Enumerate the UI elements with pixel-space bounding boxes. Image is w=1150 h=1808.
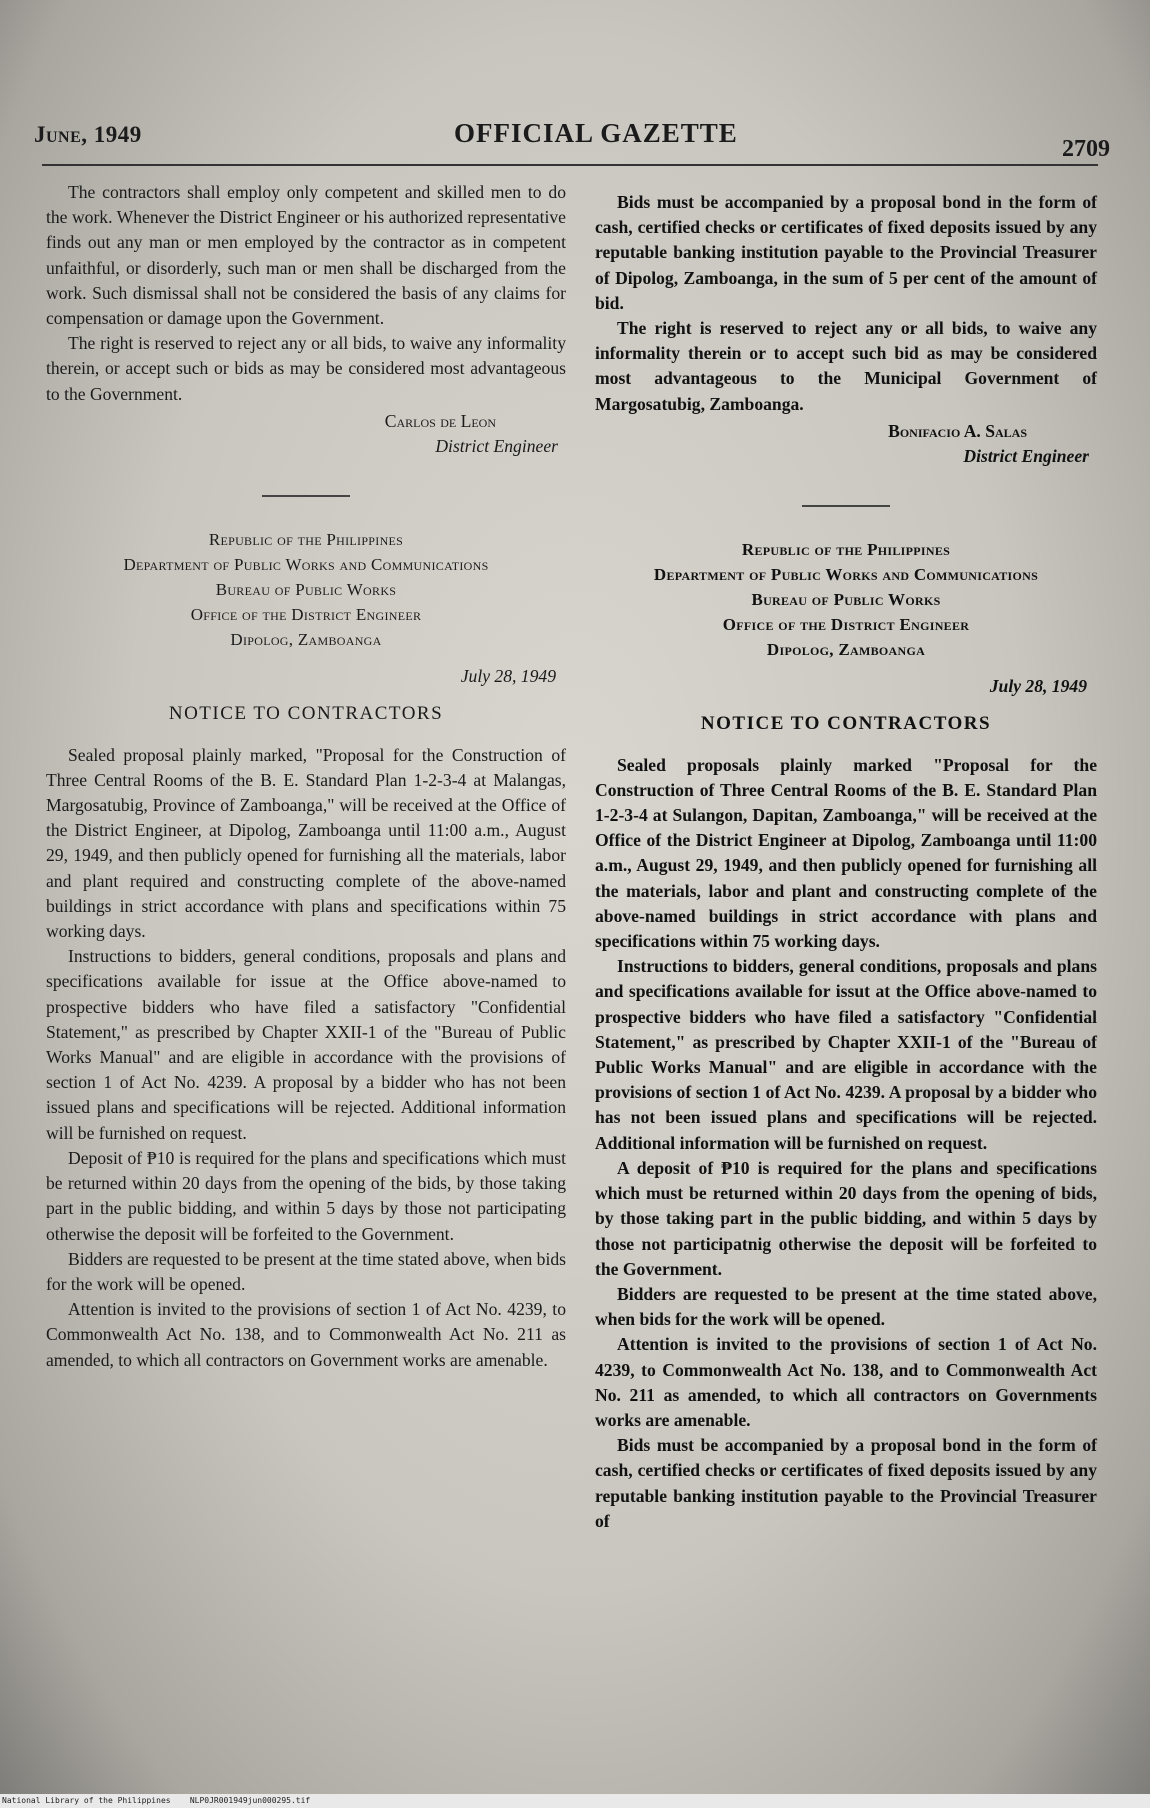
agency-line: Bureau of Public Works [215, 580, 397, 600]
agency-line: Bureau of Public Works [751, 590, 941, 610]
header-date: June, 1949 [34, 122, 142, 147]
signature-name: Bonifacio A. Salas [888, 420, 1027, 441]
agency-block [595, 537, 1097, 662]
paragraph: Instructions to bidders, general conditions, proposals and plans and specifications available for issut at the Office above-named to prospective bidders who have filed a satisfactory "Confidential Statement," as prescribed by Chapter XXII-1 of the "Bureau of Public Works Manual" and are eligible in accordance with the provisions of section 1 of Act No. 4239. A proposal by a bidder who has not been issued plans and specifications will be rejected. Additional information will be furnished on request. [595, 956, 1097, 1153]
paragraph: Bids must be accompanied by a proposal bond in the form of cash, certified checks or certificates of fixed deposits issued by any reputable banking institution payable to the Provincial Treasurer of Dipolog, Zamboanga, in the sum of 5 per cent of the amount of bid. [595, 192, 1097, 313]
paragraph: Sealed proposals plainly marked "Proposal for the Construction of Three Central Rooms of the B. E. Standard Plan 1-2-3-4 at Sulangon, Dapitan, Zamboanga," will be received at the Office of the District Engineer at Dipolog, Zamboanga until 11:00 a.m., August 29, 1949, and then publicly opened for furnishing all the materials, labor and plant and constructing complete of the above-named buildings in strict accordance with plans and specifications within 75 working days. [595, 754, 1097, 952]
notice-heading: NOTICE TO CONTRACTORS [168, 703, 444, 725]
right-column [595, 190, 1097, 1534]
section-divider [262, 495, 350, 497]
paragraph: Attention is invited to the provisions of section 1 of Act No. 4239, to Commonwealth Act No. 138, and to Commonwealth Act No. 211 as amended, to which all contractors on Governments works are amenable. [595, 1334, 1097, 1430]
page-header [34, 112, 1110, 162]
agency-line: Office of the District Engineer [722, 615, 970, 635]
paragraph: Bidders are requested to be present at the time stated above, when bids for the work will be opened. [46, 1248, 566, 1294]
agency-line: Republic of the Philippines [208, 530, 404, 550]
paragraph: The right is reserved to reject any or all bids, to waive any informality therein or to accept such bid as may be considered most advantageous to the Municipal Government of Margosatubig, Zamboanga. [595, 318, 1097, 414]
paragraph: Deposit of ₱10 is required for the plans and specifications which must be returned within 20 days from the opening of the bids, by those taking part in the public bidding, and within 5 days by those not participating otherwise the deposit will be forfeited to the Government. [46, 1147, 566, 1244]
paragraph: The right is reserved to reject any or all bids, to waive any informality therein, or accept such or bids as may be considered most advantageous to the Government. [46, 333, 566, 404]
agency-line: Republic of the Philippines [741, 540, 951, 560]
signature-title: District Engineer [963, 446, 1089, 467]
header-rule [42, 164, 1098, 166]
dateline: July 28, 1949 [989, 676, 1087, 697]
page-number: 2709 [1062, 136, 1110, 162]
paragraph: Bidders are requested to be present at the time stated above, when bids for the work will be opened. [595, 1283, 1097, 1330]
paragraph: Sealed proposal plainly marked, "Proposal for the Construction of Three Central Rooms of the B. E. Standard Plan 1-2-3-4 at Malangas, Margosatubig, Province of Zamboanga," will be received at the Office of the District Engineer, at Dipolog, Zamboanga until 11:00 a.m., August 29, 1949, and then publicly opened for furnishing all the materials, labor and plant required and constructing complete of the above-named buildings in strict accordance with plans and specifications within 75 working days. [46, 744, 566, 942]
paragraph: Bids must be accompanied by a proposal bond in the form of cash, certified checks or certificates of fixed deposits issued by any reputable banking institution payable to the Provincial Treasurer of [595, 1435, 1097, 1531]
paragraph: The contractors shall employ only competent and skilled men to do the work. Whenever the District Engineer or his authorized representative finds out any man or men employed by the contractor as in competent unfaithful, or disorderly, such man or men shall be discharged from the work. Such dismissal shall not be considered the basis of any claims for compensation or damage upon the Government. [46, 182, 566, 329]
paragraph: Instructions to bidders, general conditions, proposals and plans and specifications available for issue at the Office above-named to prospective bidders who have filed a satisfactory "Confidential Statement," as prescribed by Chapter XXII-1 of the "Bureau of Public Works Manual" and are eligible in accordance with the provisions of section 1 of Act No. 4239. A proposal by a bidder who has not been issued plans and specifications will be rejected. Additional information will be furnished on request. [46, 946, 566, 1143]
scan-source-footer: National Library of the Philippines NLP0JR001949jun000295.tif [0, 1794, 1150, 1808]
agency-line: Dipolog, Zamboanga [766, 640, 926, 660]
signature-name: Carlos de Leon [384, 410, 496, 431]
agency-block [46, 527, 566, 652]
agency-line: Department of Public Works and Communications [123, 555, 489, 575]
paragraph: Attention is invited to the provisions of section 1 of Act No. 4239, to Commonwealth Act No. 138, and to Commonwealth Act No. 211 as amended, to which all contractors on Government works are amenable. [46, 1299, 566, 1370]
left-column [46, 180, 566, 1373]
agency-line: Dipolog, Zamboanga [230, 630, 382, 650]
notice-heading: NOTICE TO CONTRACTORS [700, 713, 992, 735]
paragraph: A deposit of ₱10 is required for the plans and specifications which must be returned within 20 days from the opening of bids, by those taking part in the public bidding, and within 5 days by those not participatnig otherwise the deposit will be forfeited to the Government. [595, 1157, 1097, 1279]
header-title: OFFICIAL GAZETTE [454, 118, 738, 148]
dateline: July 28, 1949 [460, 666, 556, 687]
agency-line: Department of Public Works and Communications [653, 565, 1039, 585]
agency-line: Office of the District Engineer [190, 605, 422, 625]
section-divider [802, 505, 890, 507]
signature-title: District Engineer [435, 436, 558, 457]
